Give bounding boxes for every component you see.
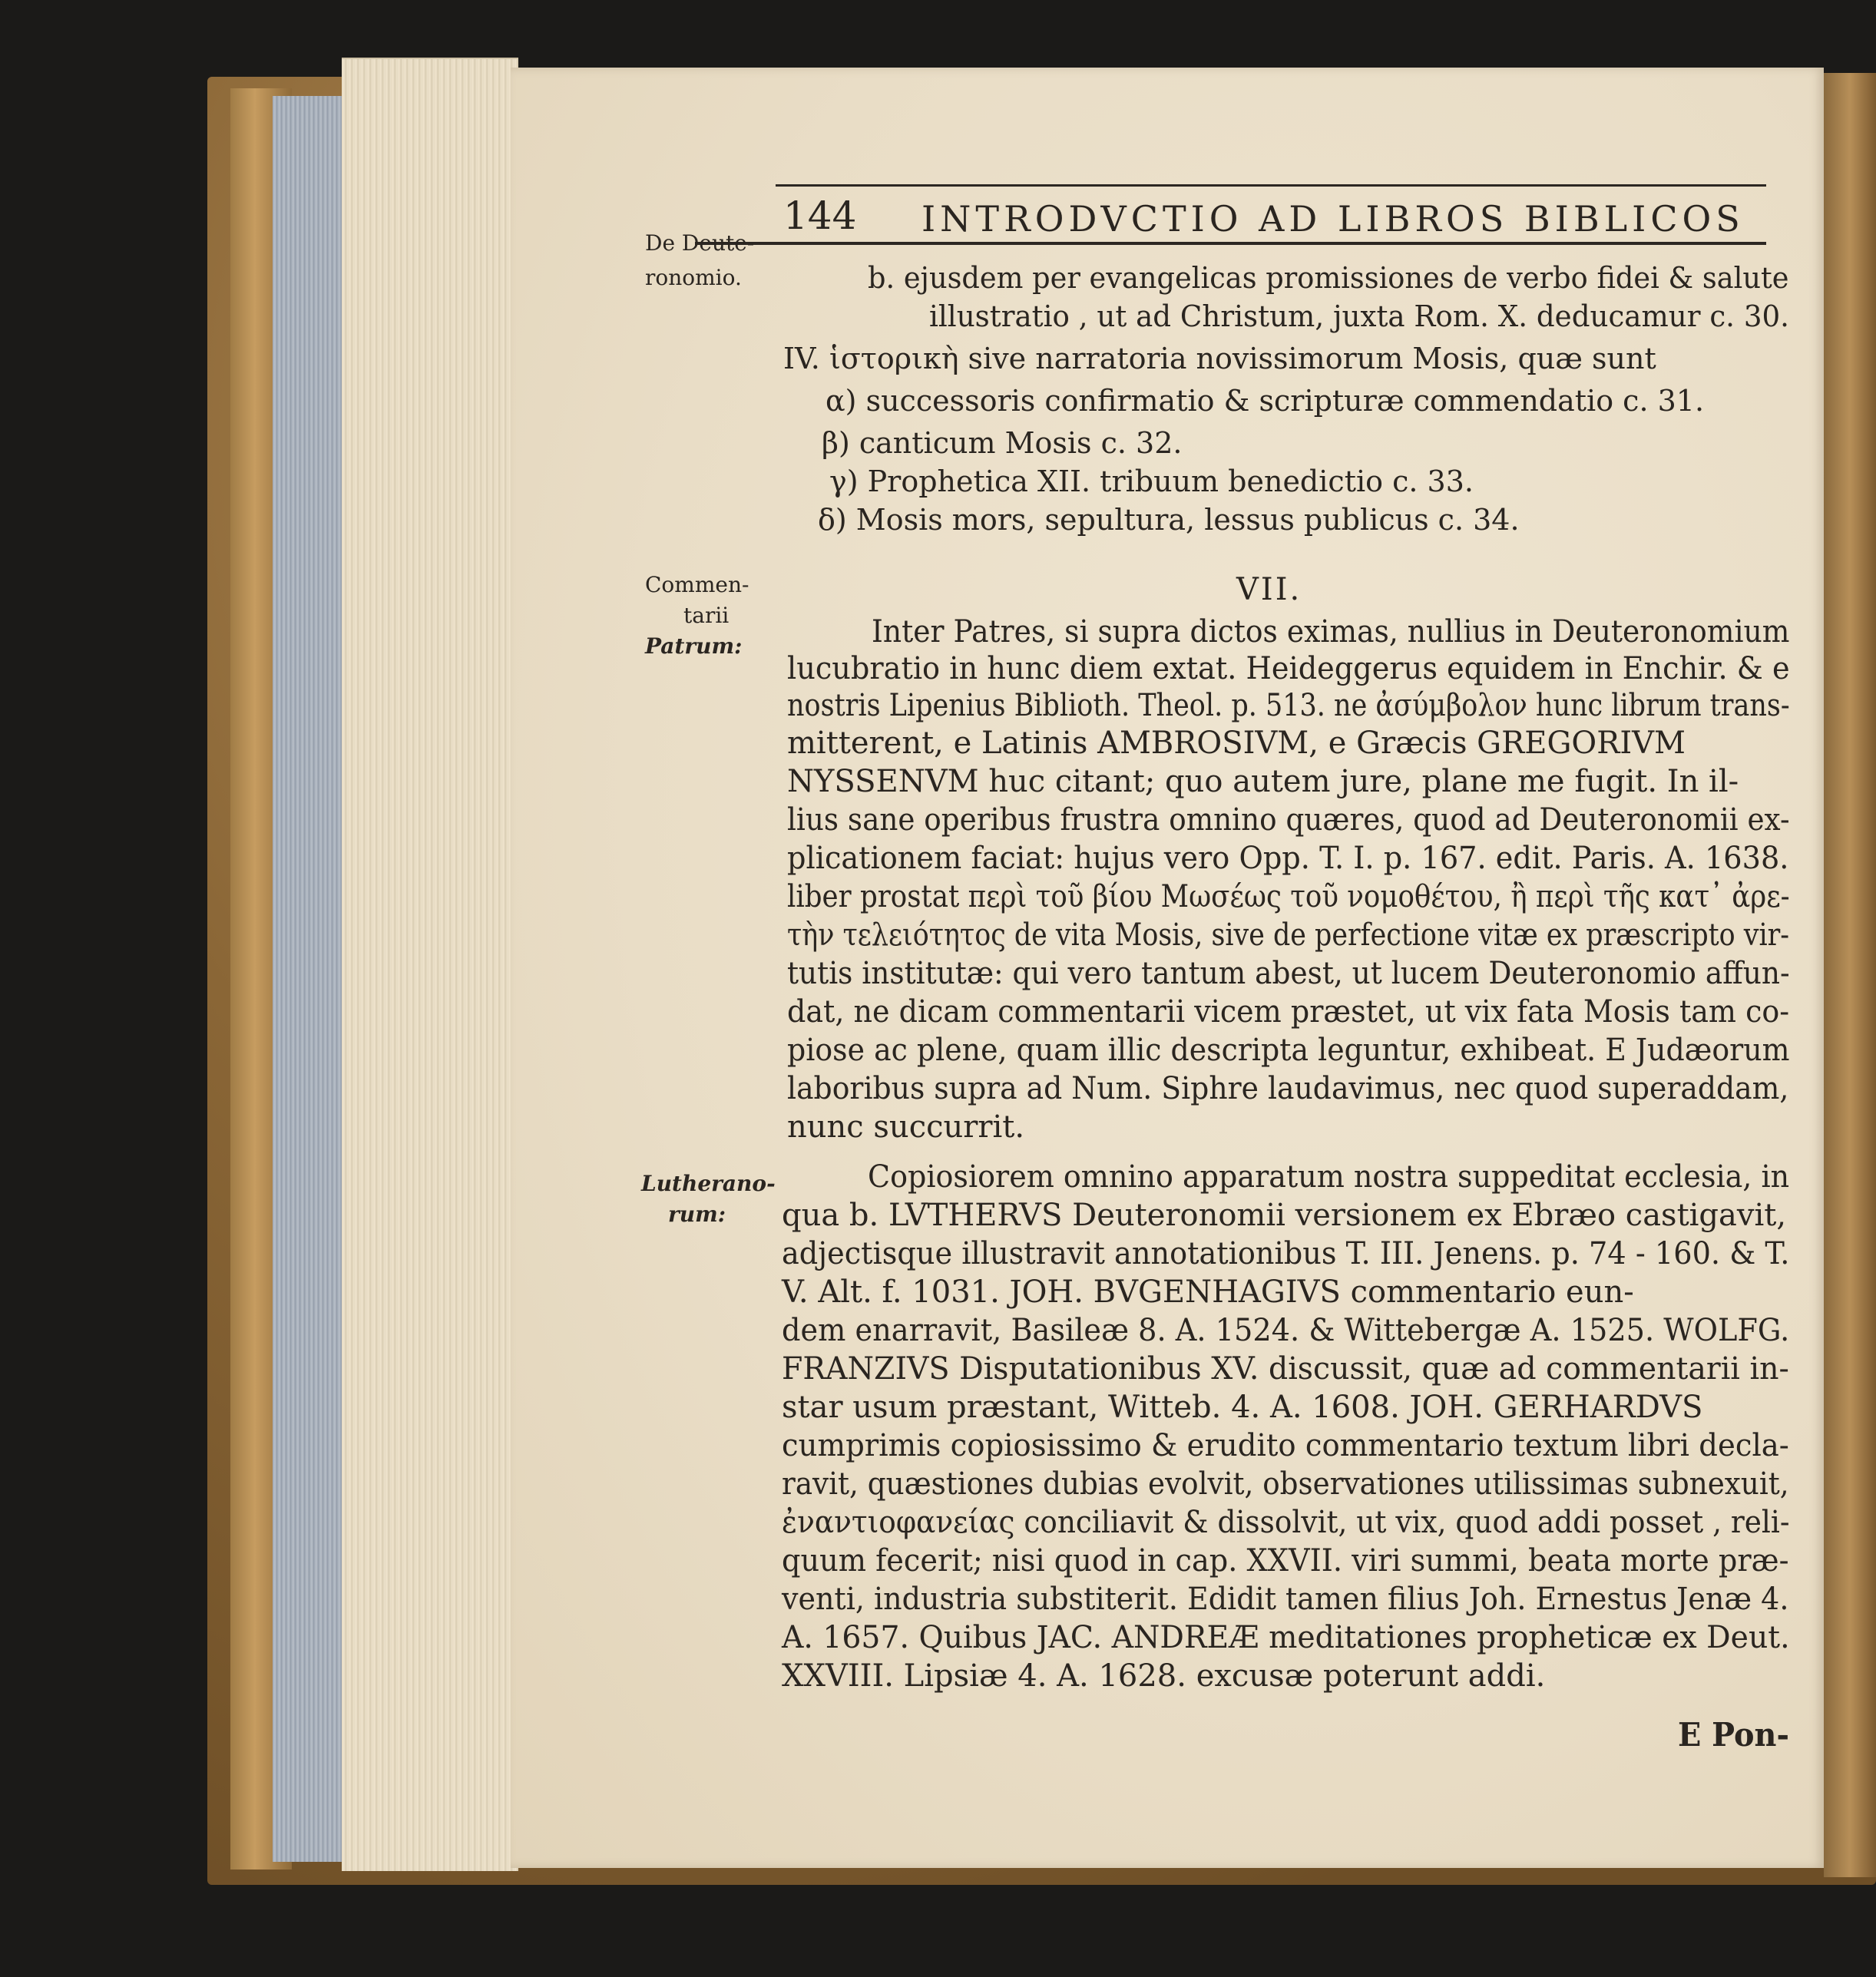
p2-line-6: FRANZIVS Disputationibus XV. discussit, quæ ad commentarii in- — [782, 1351, 1789, 1387]
outline-line-3: IV. ἱστορικὴ sive narratoria novissimorum Mosis, quæ sunt — [783, 342, 1656, 375]
p1-line-13: laboribus supra ad Num. Siphre laudavimus, nec quod superaddam, — [787, 1071, 1789, 1106]
p1-line-4: mitterent, e Latinis AMBROSIVM, e Græcis GREGORIVM — [787, 726, 1686, 761]
margin-note-deuteronomio-1: De Deute- — [645, 230, 755, 256]
outline-line-5: β) canticum Mosis c. 32. — [822, 426, 1183, 460]
p1-line-2: lucubratio in hunc diem extat. Heideggerus equidem in Enchir. & e — [787, 651, 1790, 686]
p1-line-14: nunc succurrit. — [787, 1109, 1025, 1145]
catchword: E Pon- — [1678, 1716, 1789, 1754]
p1-line-10: tutis institutæ: qui vero tantum abest, ut lucem Deuteronomio affun- — [787, 956, 1790, 991]
outline-line-1: b. ejusdem per evangelicas promissiones de verbo fidei & salute — [868, 261, 1789, 295]
p1-line-11: dat, ne dicam commentarii vicem præstet, ut vix fata Mosis tam co- — [787, 994, 1790, 1030]
p1-line-9: τὴν τελειότητος de vita Mosis, sive de perfectione vitæ ex præscripto vir- — [787, 917, 1790, 953]
p2-line-5: dem enarravit, Basileæ 8. A. 1524. & Wittebergæ A. 1525. WOLFG. — [782, 1313, 1790, 1348]
page-block-edge — [273, 96, 346, 1862]
p1-line-1: Inter Patres, si supra dictos eximas, nullius in Deuteronomium — [872, 614, 1790, 650]
p2-line-14: XXVIII. Lipsiæ 4. A. 1628. excusæ poterunt addi. — [782, 1658, 1546, 1694]
header-rule-top — [776, 184, 1766, 187]
page-number: 144 — [783, 193, 857, 238]
p1-line-8: liber prostat περὶ τοῦ βίου Μωσέως τοῦ νομοθέτου, ἢ περὶ τῆς κατ᾿ ἀρε- — [787, 879, 1790, 914]
p2-line-12: venti, industria substiterit. Edidit tamen filius Joh. Ernestus Jenæ 4. — [782, 1582, 1789, 1617]
section-heading: VII. — [1236, 572, 1302, 607]
p2-line-10: ἐναντιοφανείας conciliavit & dissolvit, ut vix, quod addi posset , reli- — [782, 1505, 1790, 1540]
page-stack — [342, 58, 518, 1871]
p2-line-3: adjectisque illustravit annotationibus T. III. Jenens. p. 74 - 160. & T. — [782, 1236, 1790, 1271]
margin-note-deuteronomio-2: ronomio. — [645, 265, 742, 290]
margin-note-patrum-1: Commen- — [645, 572, 749, 597]
outline-line-6: γ) Prophetica XII. tribuum benedictio c. 33. — [829, 464, 1474, 498]
p1-line-5: NYSSENVM huc citant; quo autem jure, plane me fugit. In il- — [787, 764, 1739, 799]
margin-note-lutheranorum-1: Lutherano- — [641, 1171, 776, 1196]
next-volume-board — [1824, 73, 1876, 1877]
p2-line-11: quum fecerit; nisi quod in cap. XXVII. viri summi, beata morte præ- — [782, 1543, 1789, 1579]
margin-note-lutheranorum-2: rum: — [668, 1202, 726, 1227]
p1-line-6: lius sane operibus frustra omnino quæres, quod ad Deuteronomii ex- — [787, 802, 1790, 838]
outline-line-4: α) successoris confirmatio & scripturæ commendatio c. 31. — [826, 384, 1705, 418]
header-rule-bottom — [695, 242, 1766, 245]
outline-line-2: illustratio , ut ad Christum, juxta Rom. X. deducamur c. 30. — [929, 299, 1789, 333]
p1-line-7: plicationem faciat: hujus vero Opp. T. I. p. 167. edit. Paris. A. 1638. — [787, 841, 1789, 876]
margin-note-patrum-3: Patrum: — [645, 633, 743, 659]
running-title: INTRODVCTIO AD LIBROS BIBLICOS — [921, 198, 1745, 240]
p2-line-9: ravit, quæstiones dubias evolvit, observationes utilissimas subnexuit, — [782, 1466, 1789, 1502]
p2-line-1: Copiosiorem omnino apparatum nostra suppeditat ecclesia, in — [868, 1159, 1790, 1195]
margin-note-patrum-2: tarii — [683, 603, 730, 628]
p1-line-3: nostris Lipenius Biblioth. Theol. p. 513. ne ἀσύμβολον hunc librum trans- — [787, 688, 1790, 723]
p2-line-8: cumprimis copiosissimo & erudito commentario textum libri decla- — [782, 1428, 1789, 1463]
p2-line-7: star usum præstant, Witteb. 4. A. 1608. JOH. GERHARDVS — [782, 1390, 1703, 1425]
outline-line-7: δ) Mosis mors, sepultura, lessus publicus c. 34. — [818, 503, 1520, 537]
p2-line-13: A. 1657. Quibus JAC. ANDREÆ meditationes propheticæ ex Deut. — [782, 1620, 1790, 1655]
p2-line-4: V. Alt. f. 1031. JOH. BVGENHAGIVS commentario eun- — [782, 1274, 1634, 1310]
p1-line-12: piose ac plene, quam illic descripta leguntur, exhibeat. E Judæorum — [787, 1033, 1790, 1068]
p2-line-2: qua b. LVTHERVS Deuteronomii versionem ex Ebræo castigavit, — [782, 1198, 1787, 1233]
